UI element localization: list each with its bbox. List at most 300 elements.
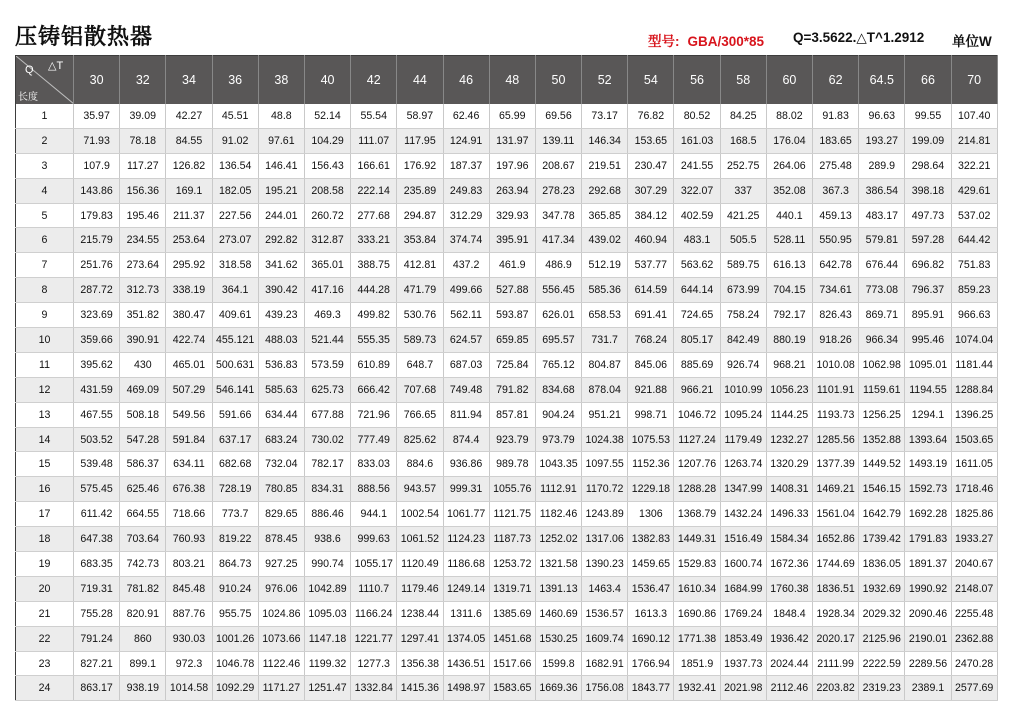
table-cell-value: 1610.34 (674, 576, 720, 601)
table-cell-value: 819.22 (212, 527, 258, 552)
table-cell-value: 1356.38 (397, 651, 443, 676)
table-cell-value: 1046.78 (212, 651, 258, 676)
table-cell-value: 1933.27 (951, 527, 997, 552)
table-cell-value: 725.84 (489, 352, 535, 377)
table-cell-value: 1393.64 (905, 427, 951, 452)
table-cell-value: 573.59 (304, 352, 350, 377)
row-length-cell: 15 (16, 452, 74, 477)
table-cell-value: 968.21 (766, 352, 812, 377)
table-cell-value: 691.41 (628, 303, 674, 328)
table-cell-value: 422.74 (166, 328, 212, 353)
table-cell-value: 409.61 (212, 303, 258, 328)
table-cell-value: 1529.83 (674, 552, 720, 577)
table-cell-value: 1642.79 (859, 502, 905, 527)
table-cell-value: 833.03 (351, 452, 397, 477)
table-cell-value: 989.78 (489, 452, 535, 477)
table-cell-value: 1288.28 (674, 477, 720, 502)
table-cell-value: 2020.17 (813, 626, 859, 651)
table-cell-value: 718.66 (166, 502, 212, 527)
table-cell-value: 388.75 (351, 253, 397, 278)
table-cell-value: 1739.42 (859, 527, 905, 552)
table-cell-value: 292.68 (582, 178, 628, 203)
table-cell-value: 402.59 (674, 203, 720, 228)
table-cell-value: 1014.58 (166, 676, 212, 701)
table-cell-value: 760.93 (166, 527, 212, 552)
table-cell-value: 1853.49 (720, 626, 766, 651)
row-length-cell: 10 (16, 328, 74, 353)
table-cell-value: 1288.84 (951, 377, 997, 402)
table-cell-value: 1097.55 (582, 452, 628, 477)
table-cell-value: 869.71 (859, 303, 905, 328)
table-cell-value: 69.56 (535, 104, 581, 128)
table-cell-value: 930.03 (166, 626, 212, 651)
table-cell-value: 208.67 (535, 153, 581, 178)
table-row (16, 527, 998, 552)
table-cell-value: 1182.46 (535, 502, 581, 527)
table-cell-value: 307.29 (628, 178, 674, 203)
table-row (16, 676, 998, 701)
table-cell-value: 215.79 (74, 228, 120, 253)
table-cell-value: 395.62 (74, 352, 120, 377)
table-cell-value: 104.29 (304, 128, 350, 153)
table-cell-value: 430 (120, 352, 166, 377)
table-cell-value: 117.27 (120, 153, 166, 178)
table-cell-value: 322.07 (674, 178, 720, 203)
table-cell-value: 918.26 (813, 328, 859, 353)
table-cell-value: 1771.38 (674, 626, 720, 651)
table-cell-value: 107.40 (951, 104, 997, 128)
table-cell-value: 195.46 (120, 203, 166, 228)
table-cell-value: 273.07 (212, 228, 258, 253)
table-cell-value: 2470.28 (951, 651, 997, 676)
table-cell-value: 1024.38 (582, 427, 628, 452)
table-cell-value: 136.54 (212, 153, 258, 178)
table-cell-value: 364.1 (212, 278, 258, 303)
table-cell-value: 579.81 (859, 228, 905, 253)
table-cell-value: 1460.69 (535, 601, 581, 626)
table-cell-value: 547.28 (120, 427, 166, 452)
table-cell-value: 530.76 (397, 303, 443, 328)
table-cell-value: 1609.74 (582, 626, 628, 651)
table-row (16, 626, 998, 651)
table-cell-value: 117.95 (397, 128, 443, 153)
table-cell-value: 673.99 (720, 278, 766, 303)
table-cell-value: 586.37 (120, 452, 166, 477)
table-cell-value: 874.4 (443, 427, 489, 452)
table-cell-value: 796.37 (905, 278, 951, 303)
table-cell-value: 555.35 (351, 328, 397, 353)
table-cell-value: 73.17 (582, 104, 628, 128)
table-cell-value: 486.9 (535, 253, 581, 278)
table-cell-value: 921.88 (628, 377, 674, 402)
table-cell-value: 597.28 (905, 228, 951, 253)
table-cell-value: 1937.73 (720, 651, 766, 676)
table-cell-value: 1152.36 (628, 452, 674, 477)
table-cell-value: 751.83 (951, 253, 997, 278)
table-cell-value: 1252.02 (535, 527, 581, 552)
table-cell-value: 826.43 (813, 303, 859, 328)
table-cell-value: 390.42 (258, 278, 304, 303)
table-cell-value: 312.73 (120, 278, 166, 303)
table-cell-value: 1390.23 (582, 552, 628, 577)
table-cell-value: 96.63 (859, 104, 905, 128)
table-cell-value: 2040.67 (951, 552, 997, 577)
table-cell-value: 459.13 (813, 203, 859, 228)
table-cell-value: 1377.39 (813, 452, 859, 477)
table-cell-value: 880.19 (766, 328, 812, 353)
table-cell-value: 825.62 (397, 427, 443, 452)
table-cell-value: 1503.65 (951, 427, 997, 452)
table-cell-value: 637.17 (212, 427, 258, 452)
table-cell-value: 352.08 (766, 178, 812, 203)
table-cell-value: 1306 (628, 502, 674, 527)
table-cell-value: 111.07 (351, 128, 397, 153)
table-cell-value: 312.29 (443, 203, 489, 228)
column-header-delta-t: 64.5 (859, 56, 905, 105)
table-cell-value: 528.11 (766, 228, 812, 253)
table-cell-value: 1010.99 (720, 377, 766, 402)
column-header-delta-t: 56 (674, 56, 720, 105)
table-cell-value: 65.99 (489, 104, 535, 128)
table-cell-value: 264.06 (766, 153, 812, 178)
table-row (16, 651, 998, 676)
table-cell-value: 1171.27 (258, 676, 304, 701)
row-length-cell: 11 (16, 352, 74, 377)
table-cell-value: 936.86 (443, 452, 489, 477)
table-cell-value: 827.21 (74, 651, 120, 676)
table-cell-value: 1690.86 (674, 601, 720, 626)
table-cell-value: 1199.32 (304, 651, 350, 676)
table-cell-value: 80.52 (674, 104, 720, 128)
column-header-delta-t: 62 (813, 56, 859, 105)
table-cell-value: 500.631 (212, 352, 258, 377)
table-cell-value: 1121.75 (489, 502, 535, 527)
table-cell-value: 153.65 (628, 128, 674, 153)
table-cell-value: 390.91 (120, 328, 166, 353)
table-cell-value: 773.7 (212, 502, 258, 527)
table-cell-value: 703.64 (120, 527, 166, 552)
table-cell-value: 539.48 (74, 452, 120, 477)
table-cell-value: 955.75 (212, 601, 258, 626)
table-row (16, 352, 998, 377)
table-cell-value: 1848.4 (766, 601, 812, 626)
table-cell-value: 1193.73 (813, 402, 859, 427)
table-cell-value: 1002.54 (397, 502, 443, 527)
table-cell-value: 730.02 (304, 427, 350, 452)
table-cell-value: 966.34 (859, 328, 905, 353)
table-cell-value: 834.31 (304, 477, 350, 502)
table-cell-value: 1791.83 (905, 527, 951, 552)
table-cell-value: 2021.98 (720, 676, 766, 701)
table-cell-value: 1756.08 (582, 676, 628, 701)
table-cell-value: 374.74 (443, 228, 489, 253)
table-cell-value: 1232.27 (766, 427, 812, 452)
table-cell-value: 211.37 (166, 203, 212, 228)
model-label: 型号: (648, 34, 680, 49)
table-cell-value: 156.36 (120, 178, 166, 203)
table-cell-value: 365.01 (304, 253, 350, 278)
table-cell-value: 1684.99 (720, 576, 766, 601)
table-cell-value: 465.01 (166, 352, 212, 377)
table-cell-value: 488.03 (258, 328, 304, 353)
table-cell-value: 1320.29 (766, 452, 812, 477)
table-cell-value: 888.56 (351, 477, 397, 502)
table-cell-value: 329.93 (489, 203, 535, 228)
table-cell-value: 467.55 (74, 402, 120, 427)
column-header-delta-t: 66 (905, 56, 951, 105)
column-header-delta-t: 34 (166, 56, 212, 105)
table-cell-value: 863.17 (74, 676, 120, 701)
table-cell-value: 455.121 (212, 328, 258, 353)
table-cell-value: 1317.06 (582, 527, 628, 552)
table-cell-value: 417.16 (304, 278, 350, 303)
table-cell-value: 537.77 (628, 253, 674, 278)
row-length-cell: 19 (16, 552, 74, 577)
table-cell-value: 845.06 (628, 352, 674, 377)
table-cell-value: 1095.01 (905, 352, 951, 377)
table-cell-value: 347.78 (535, 203, 581, 228)
table-cell-value: 1319.71 (489, 576, 535, 601)
table-cell-value: 1530.25 (535, 626, 581, 651)
table-cell-value: 1144.25 (766, 402, 812, 427)
table-cell-value: 972.3 (166, 651, 212, 676)
model-info (648, 30, 764, 50)
table-cell-value: 2112.46 (766, 676, 812, 701)
table-cell-value: 585.36 (582, 278, 628, 303)
table-cell-value: 887.76 (166, 601, 212, 626)
table-cell-value: 2111.99 (813, 651, 859, 676)
table-cell-value: 1321.58 (535, 552, 581, 577)
model-value: GBA/300*85 (687, 34, 765, 49)
table-cell-value: 1122.46 (258, 651, 304, 676)
table-cell-value: 483.17 (859, 203, 905, 228)
table-row (16, 427, 998, 452)
table-cell-value: 803.21 (166, 552, 212, 577)
table-cell-value: 58.97 (397, 104, 443, 128)
table-cell-value: 998.71 (628, 402, 674, 427)
table-cell-value: 471.79 (397, 278, 443, 303)
table-cell-value: 1436.51 (443, 651, 489, 676)
table-cell-value: 777.49 (351, 427, 397, 452)
table-cell-value: 1459.65 (628, 552, 674, 577)
table-cell-value: 742.73 (120, 552, 166, 577)
table-cell-value: 359.66 (74, 328, 120, 353)
table-cell-value: 885.69 (674, 352, 720, 377)
table-cell-value: 1652.86 (813, 527, 859, 552)
table-cell-value: 704.15 (766, 278, 812, 303)
table-cell-value: 589.73 (397, 328, 443, 353)
corner-q-label: Q (25, 64, 34, 76)
table-cell-value: 781.82 (120, 576, 166, 601)
table-cell-value: 550.95 (813, 228, 859, 253)
table-cell-value: 1055.76 (489, 477, 535, 502)
table-cell-value: 124.91 (443, 128, 489, 153)
table-cell-value: 1311.6 (443, 601, 489, 626)
row-length-cell: 1 (16, 104, 74, 128)
table-cell-value: 2362.88 (951, 626, 997, 651)
table-cell-value: 2289.56 (905, 651, 951, 676)
table-cell-value: 724.65 (674, 303, 720, 328)
table-cell-value: 585.63 (258, 377, 304, 402)
table-cell-value: 295.92 (166, 253, 212, 278)
table-cell-value: 505.5 (720, 228, 766, 253)
table-cell-value: 156.43 (304, 153, 350, 178)
table-cell-value: 1075.53 (628, 427, 674, 452)
table-cell-value: 1352.88 (859, 427, 905, 452)
table-cell-value: 1229.18 (628, 477, 674, 502)
table-cell-value: 1496.33 (766, 502, 812, 527)
table-cell-value: 624.57 (443, 328, 489, 353)
table-row (16, 576, 998, 601)
table-cell-value: 1249.14 (443, 576, 489, 601)
table-cell-value: 1055.17 (351, 552, 397, 577)
table-cell-value: 161.03 (674, 128, 720, 153)
table-cell-value: 878.04 (582, 377, 628, 402)
table-cell-value: 460.94 (628, 228, 674, 253)
table-row (16, 377, 998, 402)
row-length-cell: 6 (16, 228, 74, 253)
corner-cell (16, 56, 74, 105)
table-cell-value: 1391.13 (535, 576, 581, 601)
table-cell-value: 1599.8 (535, 651, 581, 676)
table-cell-value: 1682.91 (582, 651, 628, 676)
table-cell-value: 1159.61 (859, 377, 905, 402)
table-cell-value: 91.83 (813, 104, 859, 128)
table-cell-value: 131.97 (489, 128, 535, 153)
table-cell-value: 884.6 (397, 452, 443, 477)
table-cell-value: 1062.98 (859, 352, 905, 377)
table-cell-value: 97.61 (258, 128, 304, 153)
table-cell-value: 676.44 (859, 253, 905, 278)
table-cell-value: 337 (720, 178, 766, 203)
table-cell-value: 275.48 (813, 153, 859, 178)
formula-text: Q=3.5622.△T^1.2912 (793, 30, 925, 45)
table-cell-value: 682.68 (212, 452, 258, 477)
table-cell-value: 1127.24 (674, 427, 720, 452)
row-length-cell: 8 (16, 278, 74, 303)
table-cell-value: 1517.66 (489, 651, 535, 676)
table-cell-value: 2255.48 (951, 601, 997, 626)
table-cell-value: 386.54 (859, 178, 905, 203)
table-cell-value: 829.65 (258, 502, 304, 527)
table-cell-value: 1382.83 (628, 527, 674, 552)
table-cell-value: 208.58 (304, 178, 350, 203)
table-cell-value: 168.5 (720, 128, 766, 153)
table-cell-value: 1432.24 (720, 502, 766, 527)
table-cell-value: 683.24 (258, 427, 304, 452)
table-cell-value: 951.21 (582, 402, 628, 427)
table-cell-value: 294.87 (397, 203, 443, 228)
table-cell-value: 412.81 (397, 253, 443, 278)
row-length-cell: 20 (16, 576, 74, 601)
table-row (16, 228, 998, 253)
table-cell-value: 1516.49 (720, 527, 766, 552)
table-cell-value: 593.87 (489, 303, 535, 328)
table-cell-value: 1294.1 (905, 402, 951, 427)
table-cell-value: 312.87 (304, 228, 350, 253)
table-cell-value: 273.64 (120, 253, 166, 278)
table-cell-value: 811.94 (443, 402, 489, 427)
table-cell-value: 143.86 (74, 178, 120, 203)
table-cell-value: 322.21 (951, 153, 997, 178)
table-cell-value: 45.51 (212, 104, 258, 128)
table-cell-value: 182.05 (212, 178, 258, 203)
unit-text: 单位W (952, 34, 992, 49)
table-cell-value: 1112.91 (535, 477, 581, 502)
table-cell-value: 938.6 (304, 527, 350, 552)
table-cell-value: 1766.94 (628, 651, 674, 676)
table-cell-value: 1179.49 (720, 427, 766, 452)
row-length-cell: 3 (16, 153, 74, 178)
table-cell-value: 62.46 (443, 104, 489, 128)
table-cell-value: 804.87 (582, 352, 628, 377)
table-cell-value: 1253.72 (489, 552, 535, 577)
table-cell-value: 365.85 (582, 203, 628, 228)
table-cell-value: 687.03 (443, 352, 489, 377)
table-cell-value: 253.64 (166, 228, 212, 253)
table-cell-value: 1493.19 (905, 452, 951, 477)
table-cell-value: 195.21 (258, 178, 304, 203)
table-cell-value: 503.52 (74, 427, 120, 452)
table-cell-value: 1611.05 (951, 452, 997, 477)
corner-length-label: 长度 (18, 92, 38, 103)
table-cell-value: 429.61 (951, 178, 997, 203)
column-header-delta-t: 44 (397, 56, 443, 105)
table-cell-value: 647.38 (74, 527, 120, 552)
table-cell-value: 721.96 (351, 402, 397, 427)
table-cell-value: 707.68 (397, 377, 443, 402)
table-cell-value: 166.61 (351, 153, 397, 178)
table-cell-value: 1415.36 (397, 676, 443, 701)
table-cell-value: 834.68 (535, 377, 581, 402)
table-cell-value: 76.82 (628, 104, 674, 128)
table-cell-value: 55.54 (351, 104, 397, 128)
table-cell-value: 241.55 (674, 153, 720, 178)
table-cell-value: 1825.86 (951, 502, 997, 527)
table-cell-value: 634.44 (258, 402, 304, 427)
column-header-delta-t: 40 (304, 56, 350, 105)
table-cell-value: 183.65 (813, 128, 859, 153)
table-row (16, 278, 998, 303)
column-header-delta-t: 50 (535, 56, 581, 105)
table-cell-value: 1221.77 (351, 626, 397, 651)
table-cell-value: 1928.34 (813, 601, 859, 626)
table-cell-value: 230.47 (628, 153, 674, 178)
table-cell-value: 52.14 (304, 104, 350, 128)
table-cell-value: 84.25 (720, 104, 766, 128)
column-header-delta-t: 46 (443, 56, 489, 105)
table-cell-value: 2125.96 (859, 626, 905, 651)
table-cell-value: 1347.99 (720, 477, 766, 502)
table-cell-value: 2090.46 (905, 601, 951, 626)
table-cell-value: 1449.52 (859, 452, 905, 477)
table-cell-value: 469.3 (304, 303, 350, 328)
table-cell-value: 644.42 (951, 228, 997, 253)
table-cell-value: 287.72 (74, 278, 120, 303)
table-cell-value: 1207.76 (674, 452, 720, 477)
table-cell-value: 1101.91 (813, 377, 859, 402)
table-cell-value: 611.42 (74, 502, 120, 527)
table-cell-value: 1990.92 (905, 576, 951, 601)
table-cell-value: 973.79 (535, 427, 581, 452)
column-header-delta-t: 30 (74, 56, 120, 105)
table-cell-value: 1042.89 (304, 576, 350, 601)
table-cell-value: 146.34 (582, 128, 628, 153)
table-row (16, 601, 998, 626)
table-row (16, 502, 998, 527)
table-cell-value: 2577.69 (951, 676, 997, 701)
table-cell-value: 792.17 (766, 303, 812, 328)
